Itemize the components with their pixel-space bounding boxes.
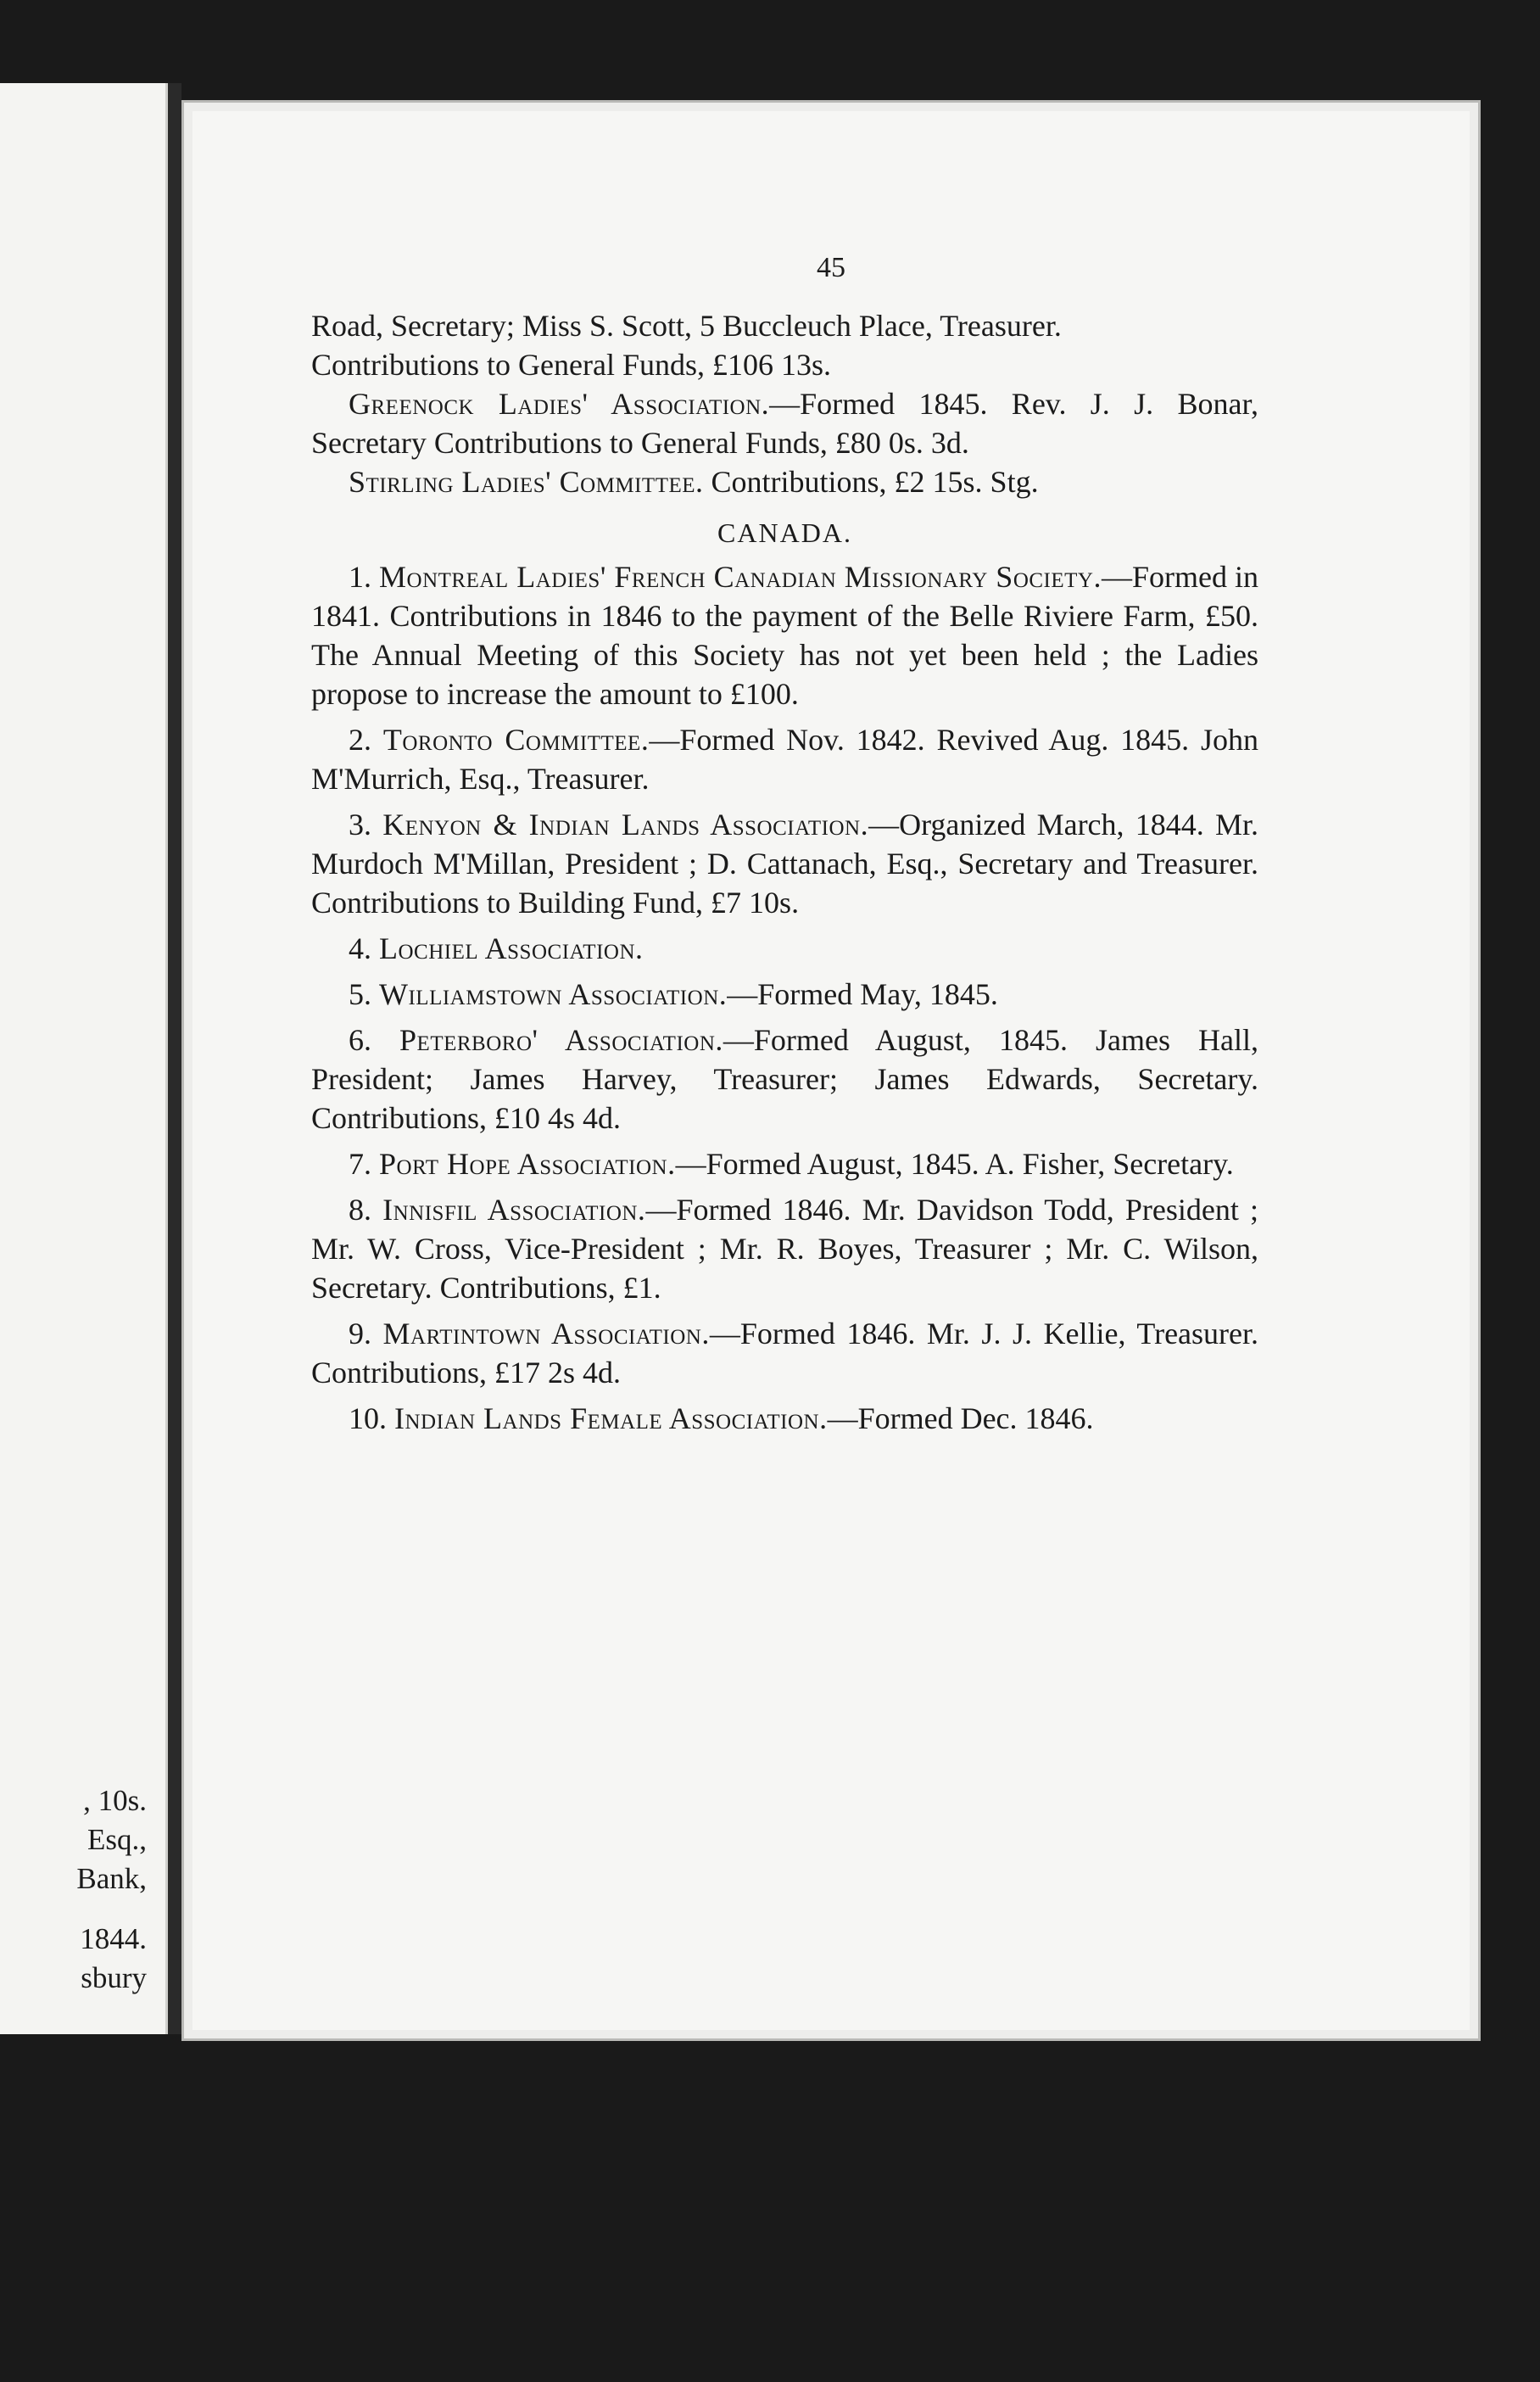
entry-number: 1.	[349, 560, 380, 594]
canada-entry	[311, 1314, 1258, 1392]
entry-number: 2.	[349, 723, 383, 757]
canada-entry	[311, 1399, 1258, 1438]
canada-entry	[311, 975, 1258, 1014]
left-page-fragment: Esq.,	[87, 1823, 147, 1856]
entry-name: Toronto Committee.	[382, 723, 650, 757]
canada-entry	[311, 929, 1258, 968]
stirling-entry	[311, 462, 1258, 501]
opening-paragraph	[311, 306, 1258, 384]
entry-number: 10.	[349, 1401, 394, 1435]
page-text	[311, 306, 1258, 1445]
canada-entry	[311, 557, 1258, 713]
book-gutter	[168, 83, 181, 2034]
entry-number: 3.	[349, 808, 383, 842]
entry-name: Williamstown Association.	[379, 977, 728, 1011]
entry-text: —Formed 1845. Rev. J. J. Bonar, Secretary Contributions to General Funds, £80 0s. 3d.	[311, 387, 1258, 460]
entry-number: 9.	[349, 1317, 383, 1350]
entry-text: —Formed August, 1845. James Hall, President; James Harvey, Treasurer; James Edwards, Secretary. Contributions, £10 4s 4d.	[311, 1023, 1258, 1135]
opening-line: Road, Secretary; Miss S. Scott, 5 Buccleuch Place, Treasurer.	[311, 309, 1062, 343]
greenock-entry	[311, 384, 1258, 462]
opening-line: Contributions to General Funds, £106 13s.	[311, 348, 831, 382]
left-page	[0, 83, 168, 2034]
entry-text: —Formed 1846. Mr. J. J. Kellie, Treasurer. Contributions, £17 2s 4d.	[311, 1317, 1258, 1390]
entry-text: —Organized March, 1844. Mr. Murdoch M'Millan, President ; D. Cattanach, Esq., Secretary and Treasurer. Contributions to Building Fund, £7 10s.	[311, 808, 1258, 920]
left-page-fragment: 1844.	[80, 1922, 147, 1955]
entry-number: 4.	[349, 931, 379, 965]
entry-text: —Formed in 1841. Contributions in 1846 to the payment of the Belle Riviere Farm, £50. The Annual Meeting of this Society has not yet been held ; the Ladies propose to increase the amount to £100.	[311, 560, 1259, 711]
entry-name: Montreal Ladies' French Canadian Missionary Society.	[379, 560, 1102, 594]
entry-text: —Formed 1846. Mr. Davidson Todd, President ; Mr. W. Cross, Vice-President ; Mr. R. Boyes, Treasurer ; Mr. C. Wilson, Secretary. Contributions, £1.	[311, 1193, 1258, 1305]
entry-name: Peterboro' Association.	[399, 1023, 723, 1057]
entry-number: 8.	[349, 1193, 383, 1227]
canada-entry	[311, 805, 1258, 922]
section-heading: CANADA.	[717, 517, 852, 548]
left-page-fragment: , 10s.	[83, 1784, 147, 1817]
canada-entry	[311, 1144, 1258, 1183]
entry-name: Innisfil Association.	[382, 1193, 646, 1227]
left-page-fragment: sbury	[81, 1961, 147, 1994]
entry-number: 5.	[349, 977, 379, 1011]
entry-text: Contributions, £2 15s. Stg.	[703, 465, 1039, 499]
entry-text: —Formed Dec. 1846.	[827, 1401, 1094, 1435]
entry-name: Martintown Association.	[382, 1317, 710, 1350]
entry-text: —Formed Nov. 1842. Revived Aug. 1845. John M'Murrich, Esq., Treasurer.	[311, 723, 1258, 796]
canada-entry	[311, 1020, 1258, 1138]
entry-number: 6.	[349, 1023, 400, 1057]
entry-number: 7.	[349, 1147, 379, 1181]
canada-entry	[311, 720, 1258, 798]
entry-name: Port Hope Association.	[379, 1147, 676, 1181]
entry-text: —Formed August, 1845. A. Fisher, Secretary.	[675, 1147, 1234, 1181]
right-page	[181, 100, 1481, 2041]
entry-name: Kenyon & Indian Lands Association.	[382, 808, 869, 842]
entry-name: Stirling Ladies' Committee.	[349, 465, 704, 499]
left-page-fragment: Bank,	[76, 1862, 147, 1895]
entry-name: Greenock Ladies' Association.	[349, 387, 770, 421]
entry-text: —Formed May, 1845.	[727, 977, 998, 1011]
entry-name: Indian Lands Female Association.	[394, 1401, 828, 1435]
canada-entry	[311, 1190, 1258, 1307]
entry-name: Lochiel Association.	[379, 931, 644, 965]
page-number: 45	[817, 252, 845, 283]
